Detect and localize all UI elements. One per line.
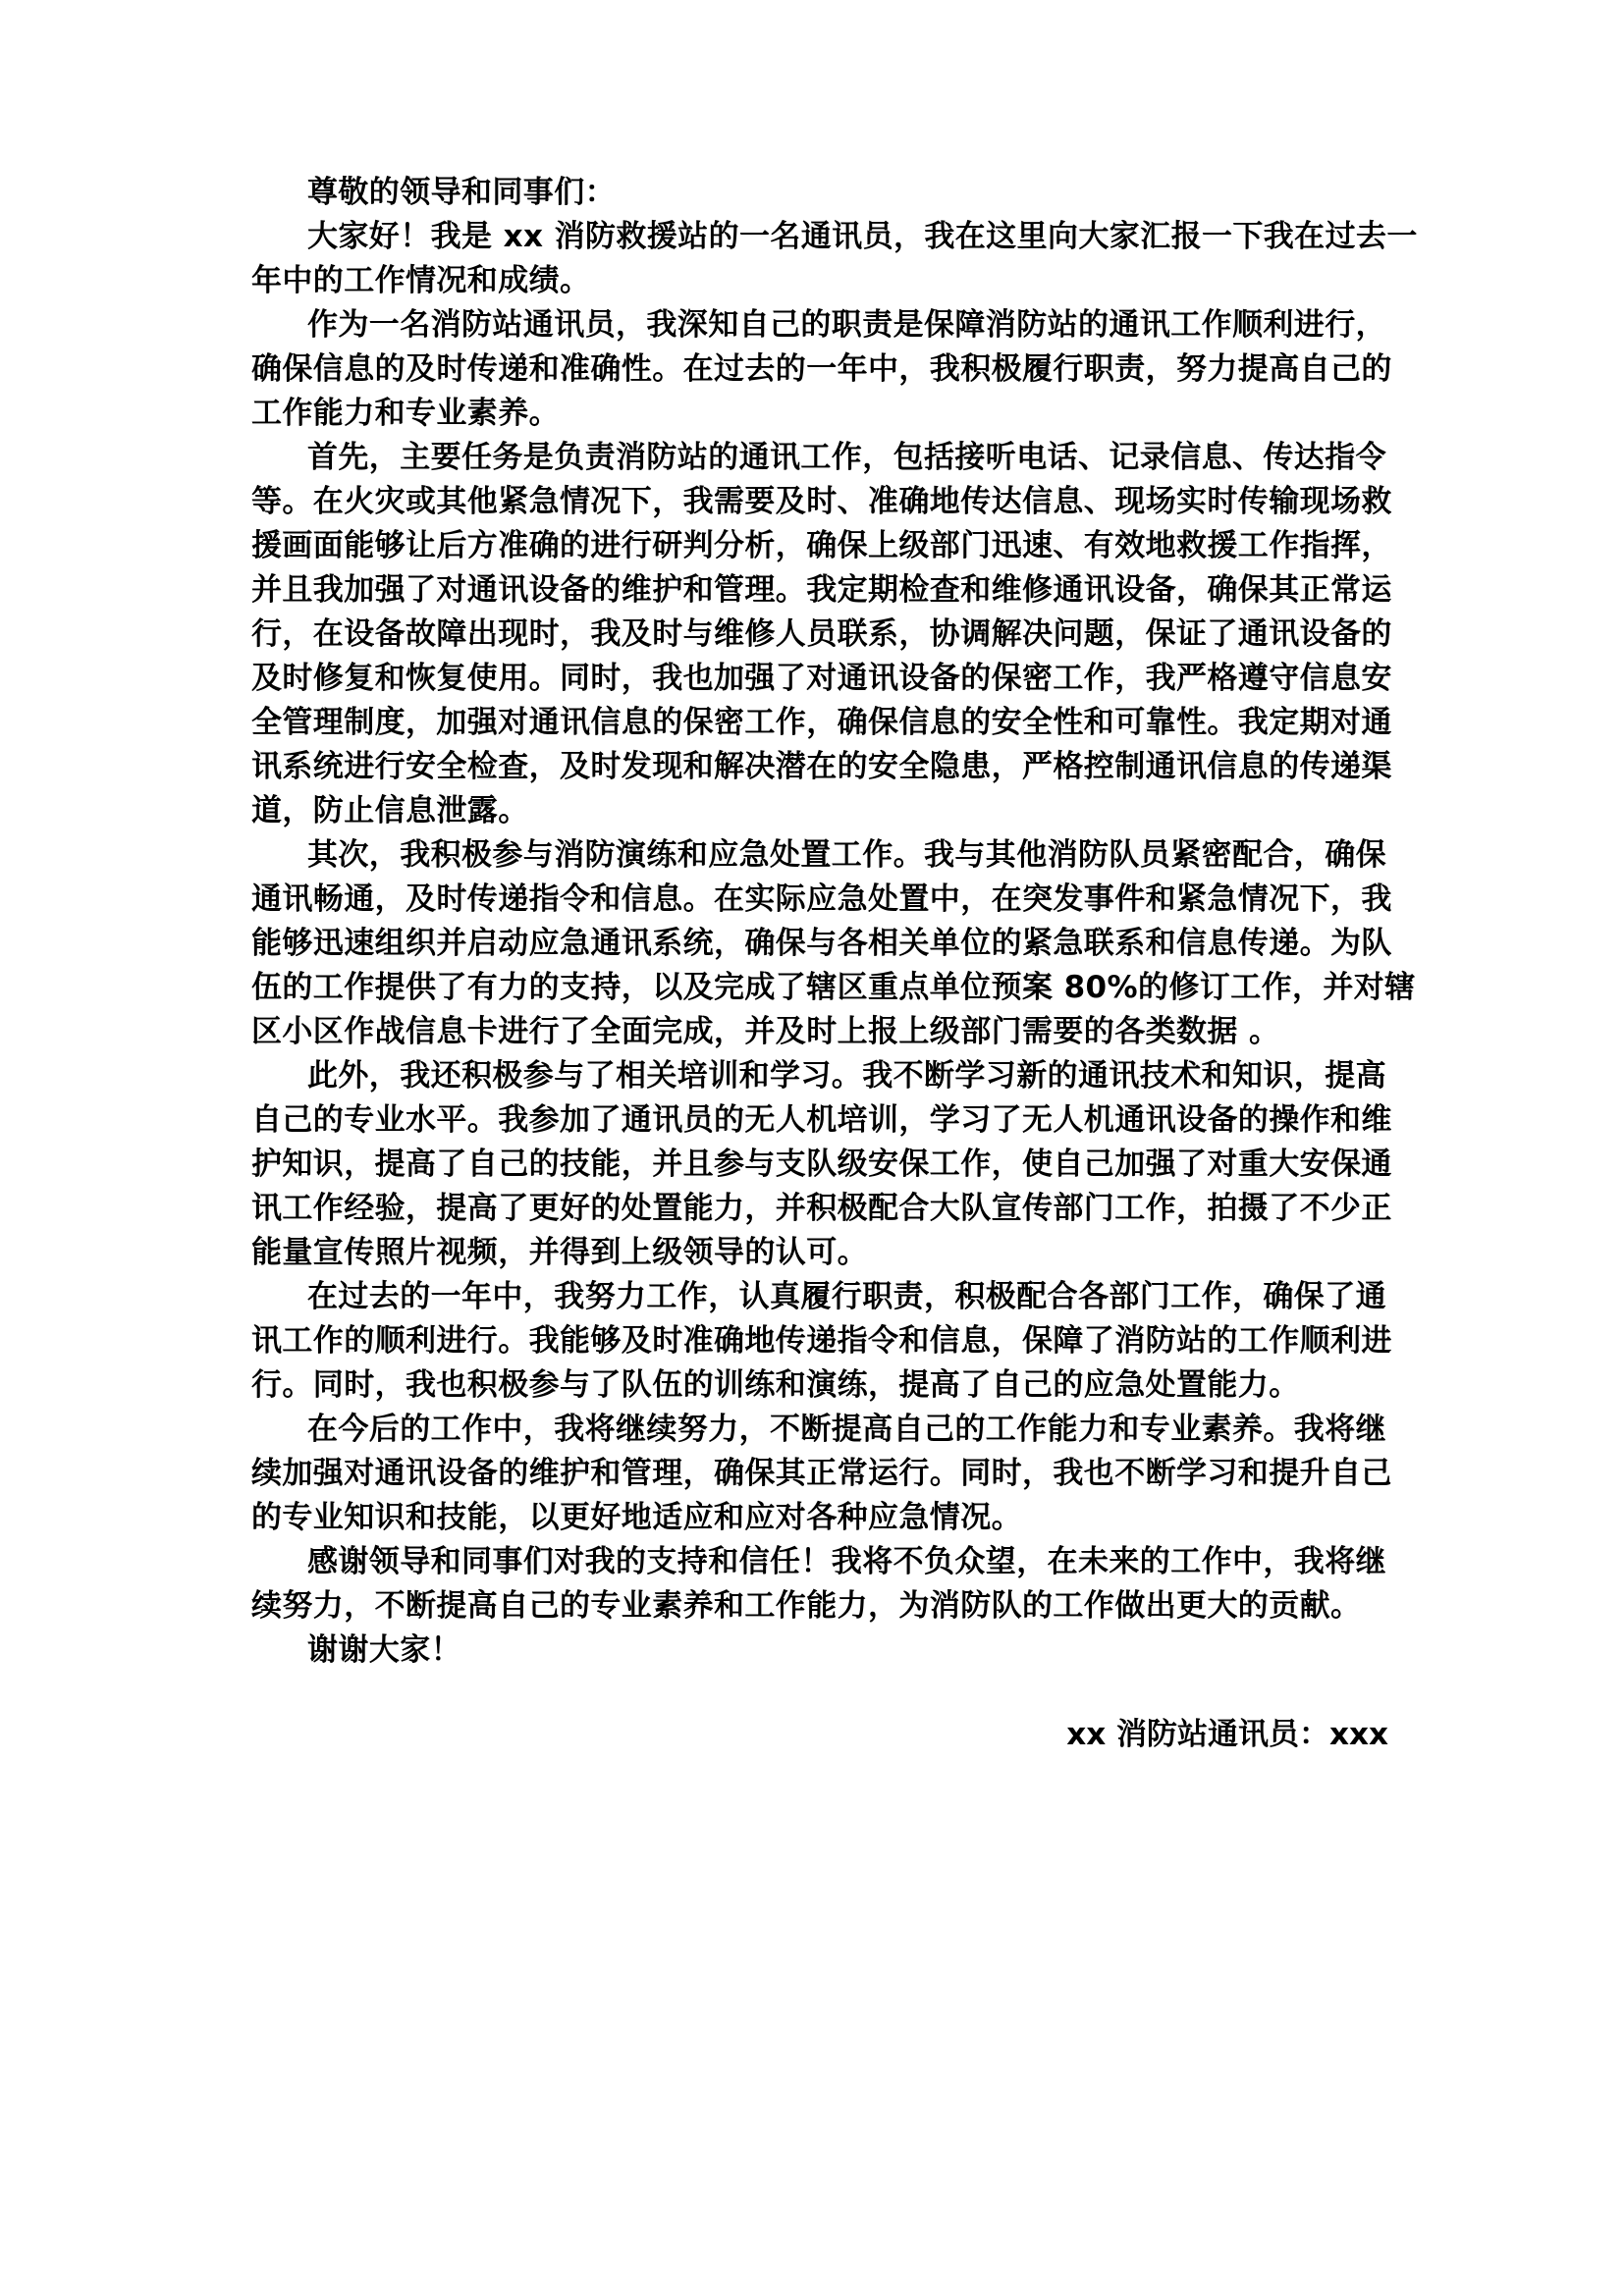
text-line: 行。同时，我也积极参与了队伍的训练和演练，提高了自己的应急处置能力。	[251, 1367, 1300, 1403]
paragraph	[251, 1540, 1392, 1629]
paragraph	[251, 1054, 1392, 1275]
text-line: 援画面能够让后方准确的进行研判分析，确保上级部门迅速、有效地救援工作指挥，	[251, 528, 1392, 563]
text-line: 自己的专业水平。我参加了通讯员的无人机培训，学习了无人机通讯设备的操作和维	[251, 1102, 1392, 1138]
document-body	[251, 171, 1418, 1673]
text-line: 及时修复和恢复使用。同时，我也加强了对通讯设备的保密工作，我严格遵守信息安	[251, 661, 1392, 696]
text-line: 工作能力和专业素养。	[251, 396, 560, 431]
text-line: 大家好！我是 xx 消防救援站的一名通讯员，我在这里向大家汇报一下我在过去一	[307, 219, 1418, 254]
text-line: 的专业知识和技能，以更好地适应和应对各种应急情况。	[251, 1500, 1022, 1535]
text-line: 能量宣传照片视频，并得到上级领导的认可。	[251, 1235, 868, 1270]
paragraph	[251, 436, 1392, 833]
text-line: 首先，主要任务是负责消防站的通讯工作，包括接听电话、记录信息、传达指令	[307, 440, 1386, 475]
text-line: 区小区作战信息卡进行了全面完成，并及时上报上级部门需要的各类数据 。	[251, 1014, 1280, 1049]
signature: xx 消防站通讯员：xxx	[1066, 1717, 1388, 1752]
paragraph	[251, 303, 1392, 436]
text-line: 讯工作的顺利进行。我能够及时准确地传递指令和信息，保障了消防站的工作顺利进	[251, 1323, 1392, 1359]
text-line: 续努力，不断提高自己的专业素养和工作能力，为消防队的工作做出更大的贡献。	[251, 1588, 1362, 1624]
paragraph	[251, 1275, 1392, 1408]
text-line: 护知识，提高了自己的技能，并且参与支队级安保工作，使自己加强了对重大安保通	[251, 1147, 1392, 1182]
text-line: 在今后的工作中，我将继续努力，不断提高自己的工作能力和专业素养。我将继	[307, 1412, 1386, 1447]
text-line: 确保信息的及时传递和准确性。在过去的一年中，我积极履行职责，努力提高自己的	[251, 351, 1392, 387]
text-line: 能够迅速组织并启动应急通讯系统，确保与各相关单位的紧急联系和信息传递。为队	[251, 926, 1392, 961]
paragraphs	[251, 215, 1418, 1673]
text-line: 在过去的一年中，我努力工作，认真履行职责，积极配合各部门工作，确保了通	[307, 1279, 1386, 1314]
greeting: 尊敬的领导和同事们：	[307, 175, 616, 210]
text-line: 谢谢大家！	[307, 1632, 461, 1668]
text-line: 通讯畅通，及时传递指令和信息。在实际应急处置中，在突发事件和紧急情况下，我	[251, 881, 1392, 917]
text-line: 伍的工作提供了有力的支持，以及完成了辖区重点单位预案 80%的修订工作，并对辖	[251, 970, 1416, 1005]
paragraph	[251, 1629, 1392, 1673]
text-line: 等。在火灾或其他紧急情况下，我需要及时、准确地传达信息、现场实时传输现场救	[251, 484, 1392, 519]
paragraph	[251, 215, 1418, 303]
text-line: 讯工作经验，提高了更好的处置能力，并积极配合大队宣传部门工作，拍摄了不少正	[251, 1191, 1392, 1226]
text-line: 年中的工作情况和成绩。	[251, 263, 591, 298]
text-line: 全管理制度，加强对通讯信息的保密工作，确保信息的安全性和可靠性。我定期对通	[251, 705, 1392, 740]
text-line: 作为一名消防站通讯员，我深知自己的职责是保障消防站的通讯工作顺利进行，	[307, 307, 1386, 343]
text-line: 并且我加强了对通讯设备的维护和管理。我定期检查和维修通讯设备，确保其正常运	[251, 572, 1392, 608]
text-line: 道，防止信息泄露。	[251, 793, 529, 828]
text-line: 行，在设备故障出现时，我及时与维修人员联系，协调解决问题，保证了通讯设备的	[251, 616, 1392, 652]
text-line: 此外，我还积极参与了相关培训和学习。我不断学习新的通讯技术和知识，提高	[307, 1058, 1386, 1094]
text-line: 感谢领导和同事们对我的支持和信任！我将不负众望，在未来的工作中，我将继	[307, 1544, 1386, 1579]
text-line: 其次，我积极参与消防演练和应急处置工作。我与其他消防队员紧密配合，确保	[307, 837, 1386, 873]
paragraph	[251, 833, 1416, 1054]
text-line: 讯系统进行安全检查，及时发现和解决潜在的安全隐患，严格控制通讯信息的传递渠	[251, 749, 1392, 784]
paragraph	[251, 1408, 1392, 1540]
text-line: 续加强对通讯设备的维护和管理，确保其正常运行。同时，我也不断学习和提升自己	[251, 1456, 1392, 1491]
